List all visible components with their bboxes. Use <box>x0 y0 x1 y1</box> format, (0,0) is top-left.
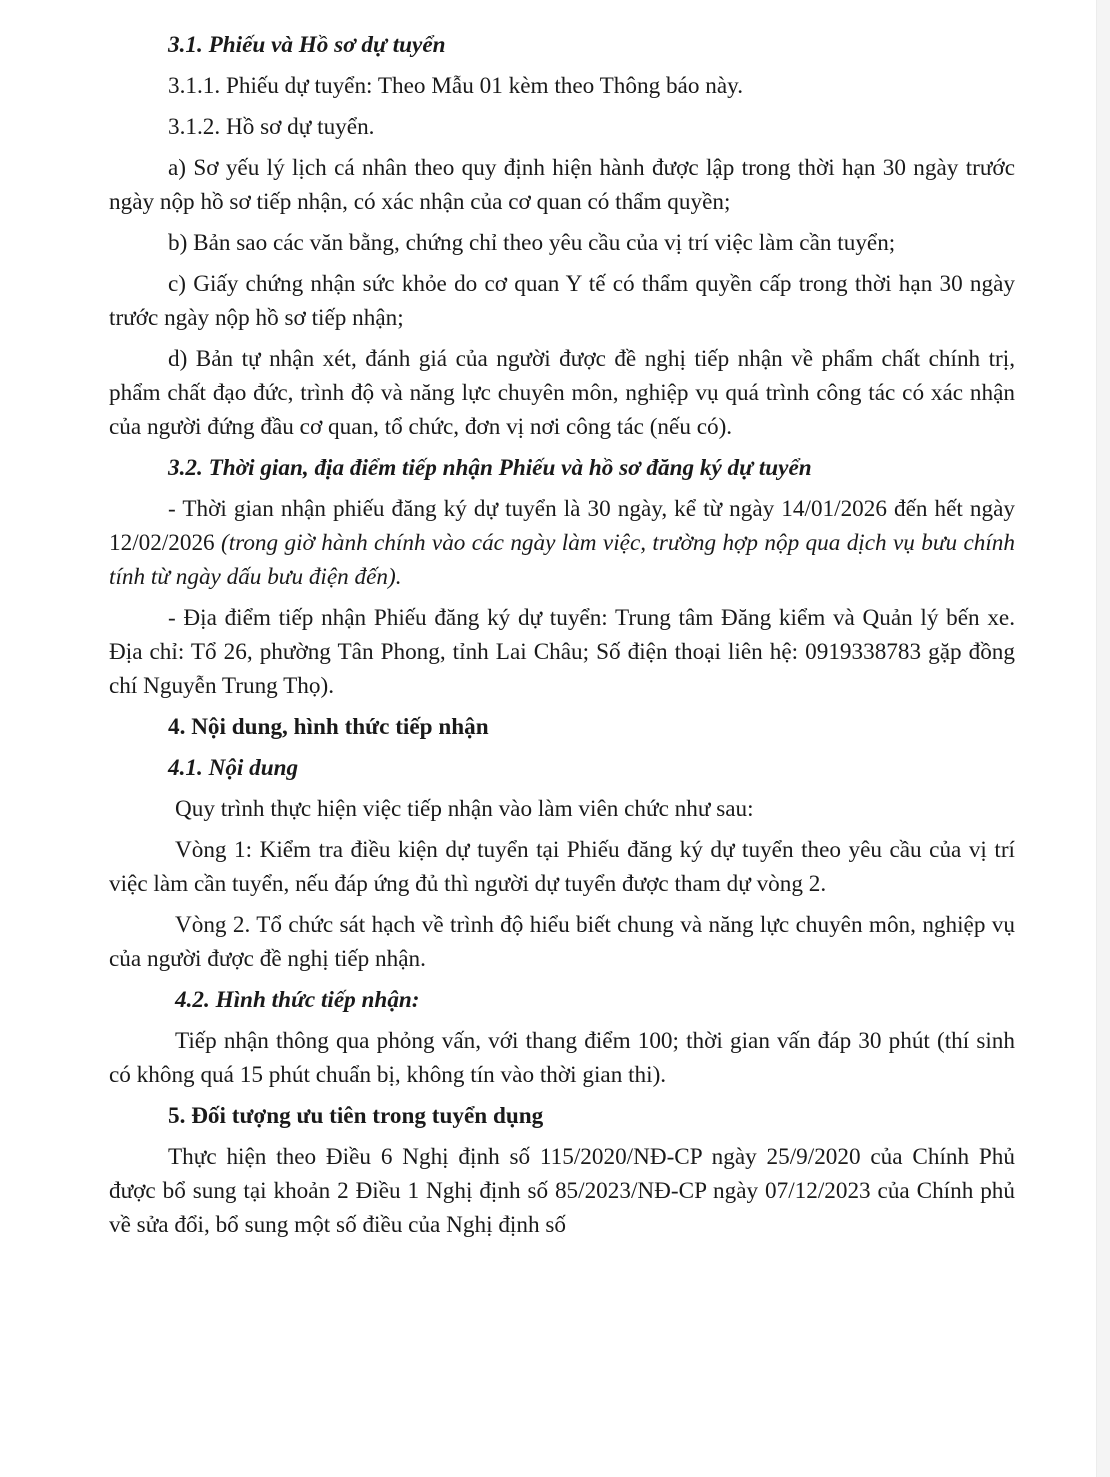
section-heading-4-2: 4.2. Hình thức tiếp nhận: <box>175 987 420 1013</box>
paragraph-receiving-time <box>109 492 1015 594</box>
list-item-b: b) Bản sao các văn bằng, chứng chỉ theo yêu cầu của vị trí việc làm cần tuyển; <box>168 230 896 256</box>
paragraph-interview-format: Tiếp nhận thông qua phỏng vấn, với thang điểm 100; thời gian vấn đáp 30 phút (thí sinh có không quá 15 phút chuẩn bị, không tín vào thời gian thi). <box>109 1028 1015 1088</box>
paragraph-round-2: Vòng 2. Tổ chức sát hạch về trình độ hiểu biết chung và năng lực chuyên môn, nghiệp vụ của người được đề nghị tiếp nhận. <box>109 912 1015 972</box>
section-heading-5: 5. Đối tượng ưu tiên trong tuyển dụng <box>168 1103 544 1129</box>
receiving-time-text: - Thời gian nhận phiếu đăng ký dự tuyển là 30 ngày, kể từ ngày 14/01/2026 đến hết ngày 12/02/2026 <box>109 496 1015 556</box>
list-item-c: c) Giấy chứng nhận sức khỏe do cơ quan Y tế có thẩm quyền cấp trong thời hạn 30 ngày trước ngày nộp hồ sơ tiếp nhận; <box>109 271 1015 331</box>
paragraph-3-1-2: 3.1.2. Hồ sơ dự tuyển. <box>168 114 375 140</box>
page-edge-strip <box>1096 0 1110 1477</box>
list-item-d: d) Bản tự nhận xét, đánh giá của người được đề nghị tiếp nhận về phẩm chất chính trị, phẩm chất đạo đức, trình độ và năng lực chuyên môn, nghiệp vụ quá trình công tác có xác nhận của người đứng đầu cơ quan, tổ chức, đơn vị nơi công tác (nếu có). <box>109 346 1015 440</box>
paragraph-priority-subjects: Thực hiện theo Điều 6 Nghị định số 115/2020/NĐ-CP ngày 25/9/2020 của Chính Phủ được bổ sung tại khoản 2 Điều 1 Nghị định số 85/2023/NĐ-CP ngày 07/12/2023 của Chính phủ về sửa đổi, bổ sung một số điều của Nghị định số <box>109 1144 1015 1238</box>
section-heading-3-1: 3.1. Phiếu và Hồ sơ dự tuyển <box>168 32 446 58</box>
paragraph-process-intro: Quy trình thực hiện việc tiếp nhận vào làm viên chức như sau: <box>175 796 754 822</box>
section-heading-4: 4. Nội dung, hình thức tiếp nhận <box>168 714 489 740</box>
paragraph-round-1: Vòng 1: Kiểm tra điều kiện dự tuyển tại Phiếu đăng ký dự tuyển theo yêu cầu của vị trí việc làm cần tuyển, nếu đáp ứng đủ thì người dự tuyển được tham dự vòng 2. <box>109 837 1015 897</box>
document-content <box>109 28 1015 1242</box>
receiving-time-note: (trong giờ hành chính vào các ngày làm việc, trường hợp nộp qua dịch vụ bưu chính tính từ ngày dấu bưu điện đến). <box>109 530 1015 590</box>
section-heading-4-1: 4.1. Nội dung <box>168 755 299 781</box>
list-item-a: a) Sơ yếu lý lịch cá nhân theo quy định hiện hành được lập trong thời hạn 30 ngày trước ngày nộp hồ sơ tiếp nhận, có xác nhận của cơ quan có thẩm quyền; <box>109 155 1015 215</box>
paragraph-receiving-location: - Địa điểm tiếp nhận Phiếu đăng ký dự tuyển: Trung tâm Đăng kiểm và Quản lý bến xe. Địa chỉ: Tổ 26, phường Tân Phong, tỉnh Lai Châu; Số điện thoại liên hệ: 0919338783 gặp đồng chí Nguyễn Trung Thọ). <box>109 605 1015 699</box>
paragraph-3-1-1: 3.1.1. Phiếu dự tuyển: Theo Mẫu 01 kèm theo Thông báo này. <box>168 73 743 99</box>
section-heading-3-2: 3.2. Thời gian, địa điểm tiếp nhận Phiếu và hồ sơ đăng ký dự tuyển <box>168 455 812 481</box>
